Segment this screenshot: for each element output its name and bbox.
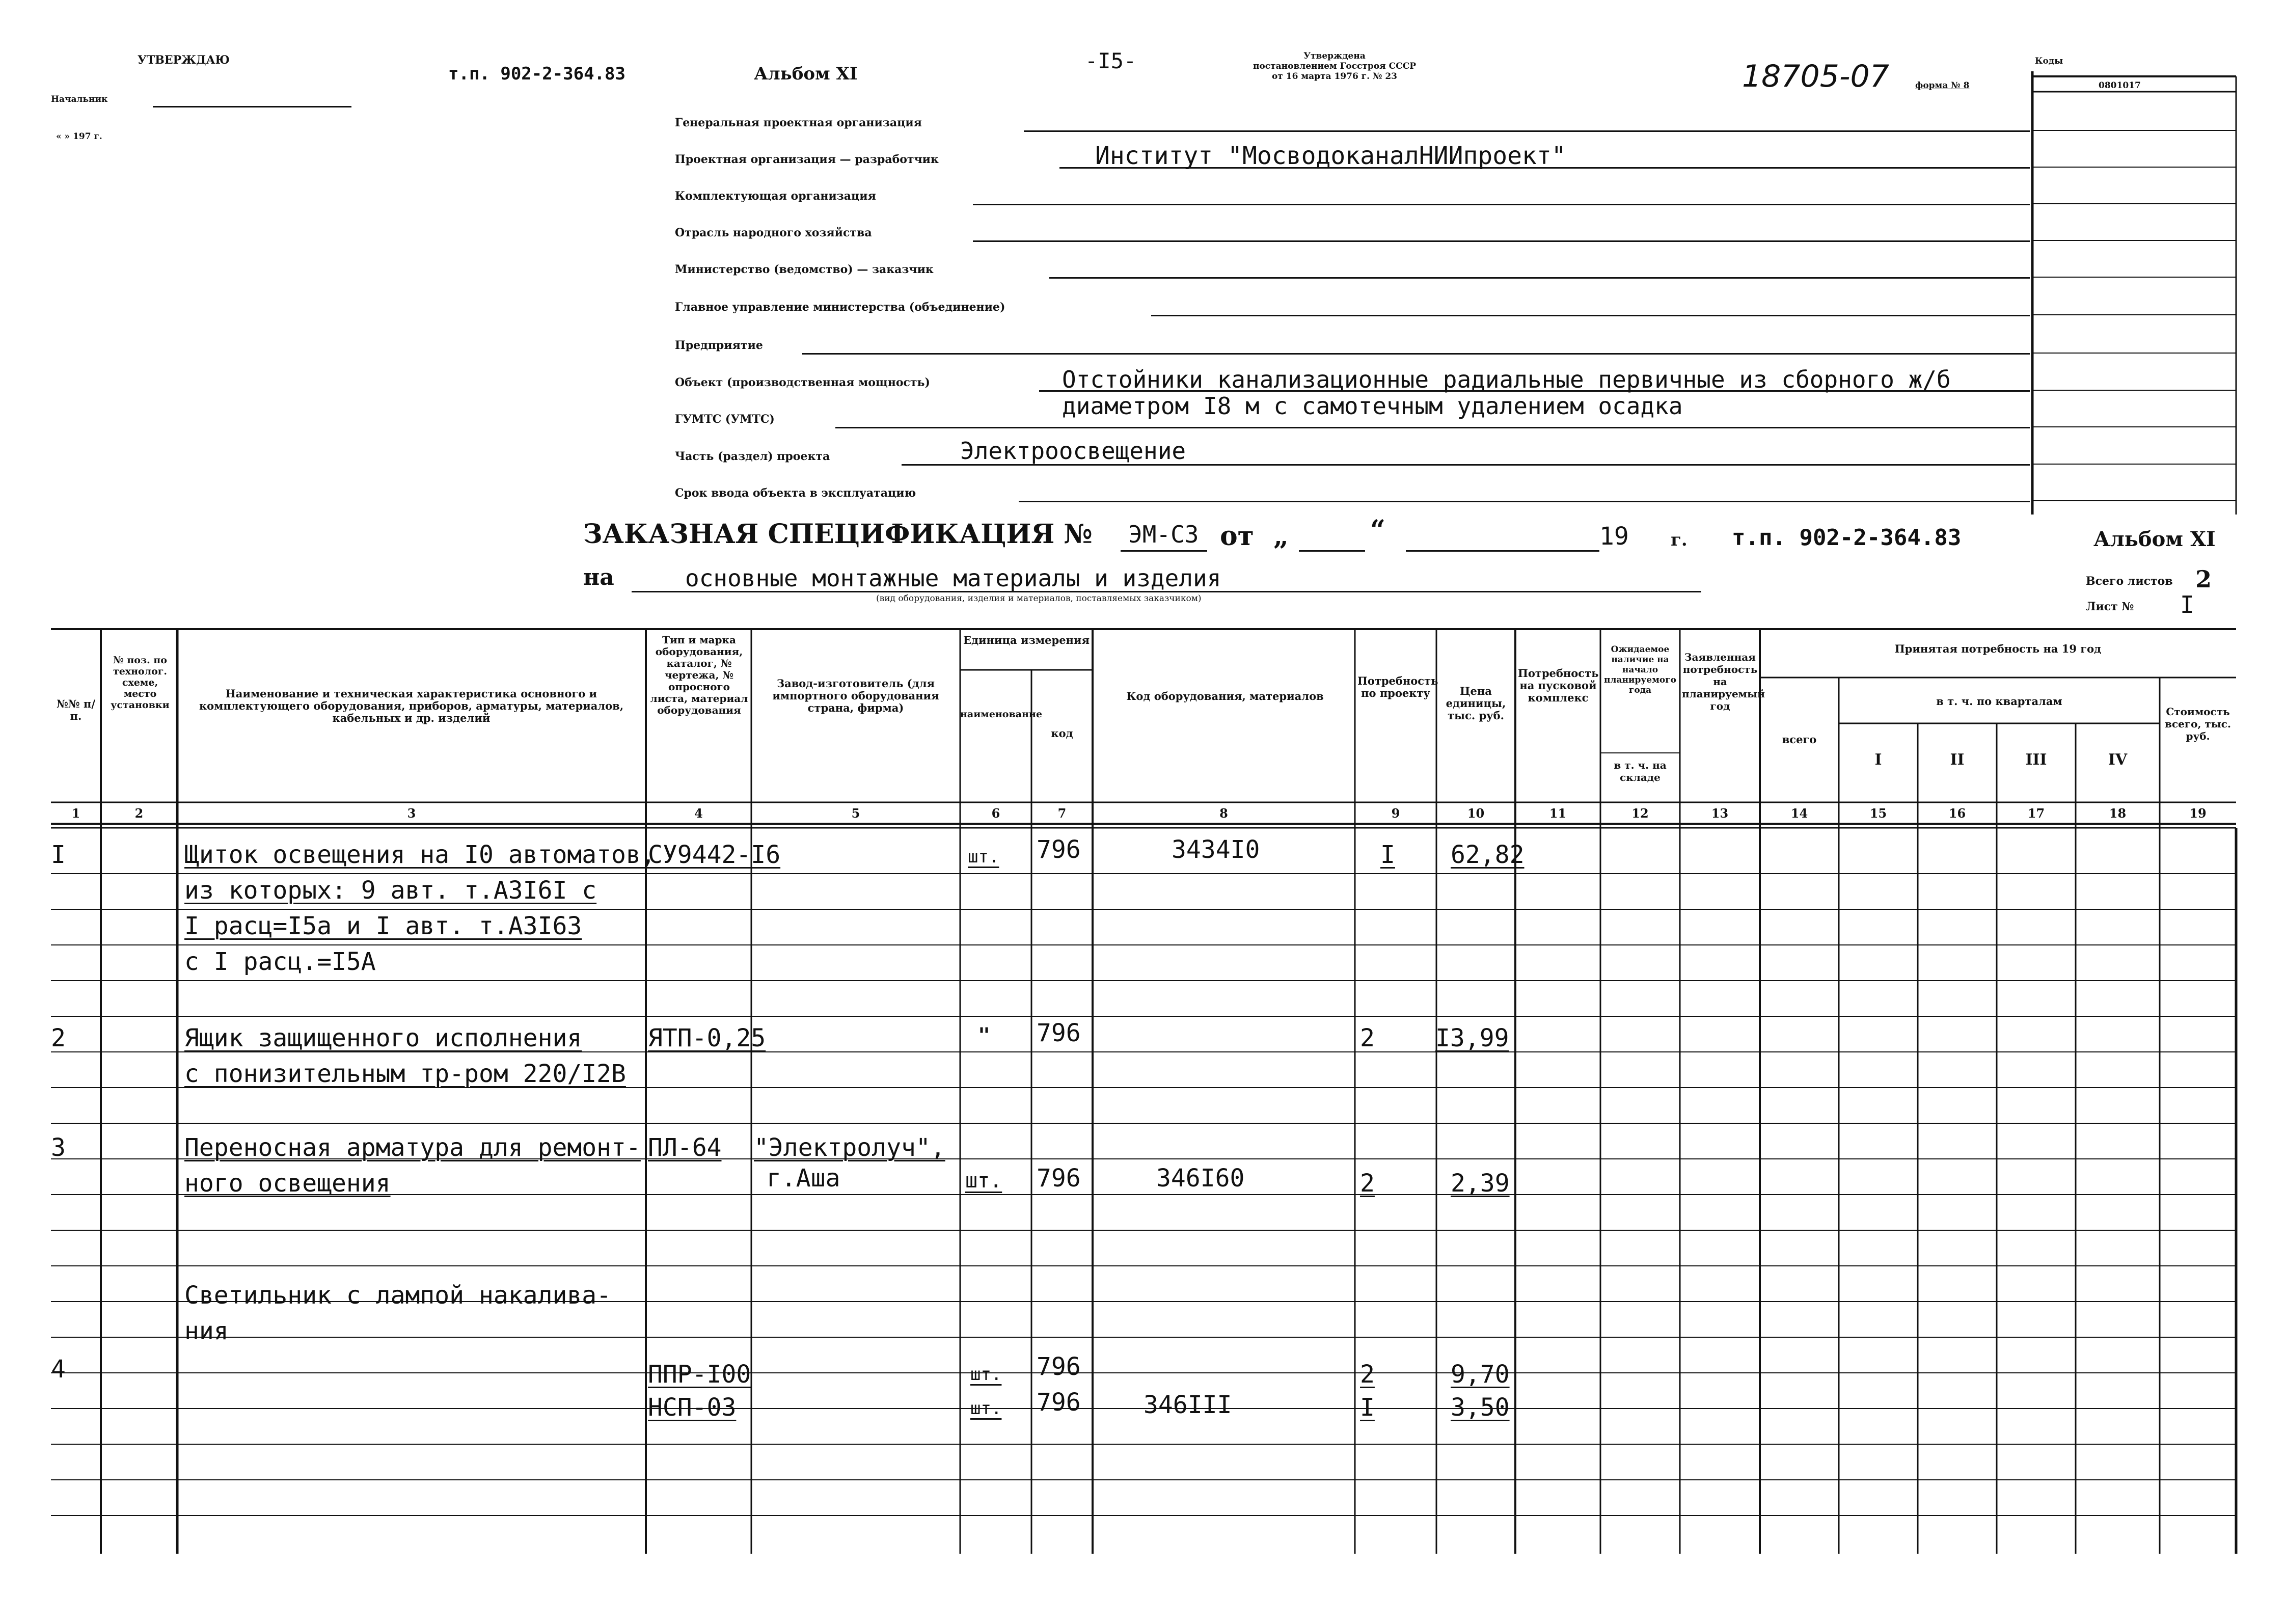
row-num: 3: [51, 1133, 66, 1162]
row-name-line: ного освещения: [184, 1169, 391, 1198]
row-item-code: 346I60: [1156, 1164, 1245, 1193]
album-label: Альбом XI: [754, 64, 858, 84]
spec-title: ЗАКАЗНАЯ СПЕЦИФИКАЦИЯ №: [583, 519, 1093, 550]
total-sheets-label: Всего листов: [2086, 575, 2173, 588]
row-qty: 2: [1360, 1169, 1375, 1198]
codes-label: Коды: [2035, 56, 2063, 66]
field-ministry: Министерство (ведомство) — заказчик: [675, 263, 934, 276]
field-part-value: Электроосвещение: [960, 437, 1186, 465]
row-qty: 2: [1360, 1360, 1375, 1389]
col-header-unit-name: наименование: [960, 709, 1043, 720]
row-unit: шт.: [970, 1364, 1002, 1385]
col-header-expected: Ожидаемое наличие на начало планируемого года: [1604, 644, 1676, 695]
row-unit: шт.: [968, 847, 999, 867]
code-value: 0801017: [2099, 80, 2141, 91]
row-price: 62,82: [1451, 841, 1525, 869]
row-price: 3,50: [1451, 1393, 1510, 1422]
row-name-line: Переносная арматура для ремонт-: [184, 1133, 641, 1162]
col-header-q3: III: [2025, 751, 2047, 769]
approval-title: УТВЕРЖДАЮ: [138, 53, 230, 67]
col-header-accepted-group: Принятая потребность на 19 год: [1894, 642, 2102, 655]
row-price: 2,39: [1451, 1169, 1510, 1198]
form-label: форма № 8: [1915, 80, 1970, 91]
col-header-unit-group: Единица измерения: [963, 634, 1090, 646]
row-maker: "Электролуч",: [754, 1133, 945, 1162]
col-header-item-code: Код оборудования, материалов: [1126, 690, 1324, 702]
field-enterprise: Предприятие: [675, 339, 763, 352]
row-name-line: ния: [184, 1317, 229, 1345]
row-unit-code: 796: [1037, 835, 1081, 864]
row-type: ЯТП-0,25: [648, 1024, 766, 1052]
row-name-line: Светильник с лампой накалива-: [184, 1281, 612, 1310]
field-project-org-value: Институт "МосводоканалНИИпроект": [1095, 142, 1566, 170]
spec-project-code: т.п. 902-2-364.83: [1732, 525, 1962, 551]
row-item-code: 346III: [1144, 1391, 1232, 1419]
col-header-q2: II: [1950, 751, 1965, 769]
col-header-quarter-group: в т. ч. по кварталам: [1936, 695, 2062, 708]
approval-date: « » 197 г.: [56, 131, 102, 142]
col-header-unit-code: код: [1051, 727, 1073, 740]
spec-album: Альбом XI: [2093, 527, 2216, 551]
row-unit-code: 796: [1037, 1164, 1081, 1193]
field-deadline: Срок ввода объекта в эксплуатацию: [675, 486, 916, 500]
field-part: Часть (раздел) проекта: [675, 450, 830, 463]
project-code: т.п. 902-2-364.83: [448, 64, 625, 84]
col-header-launch: Потребность на пусковой комплекс: [1518, 667, 1599, 704]
row-qty: I: [1380, 841, 1395, 869]
row-unit-code: 796: [1037, 1388, 1081, 1417]
doc-number: 18705-07: [1742, 59, 1889, 94]
row-unit: шт.: [965, 1169, 1002, 1193]
row-num: 4: [51, 1355, 66, 1384]
row-price: I3,99: [1435, 1024, 1509, 1052]
row-type: ППР-I00: [648, 1360, 751, 1389]
row-name-line: I расц=I5а и I авт. т.А3I63: [184, 912, 582, 940]
row-name-line: Ящик защищенного исполнения: [184, 1024, 582, 1052]
row-qty: 2: [1360, 1024, 1375, 1052]
spec-subject-note: (вид оборудования, изделия и материалов, поставляемых заказчиком): [876, 593, 1202, 604]
row-unit: шт.: [970, 1398, 1002, 1419]
chief-label: Начальник: [51, 94, 108, 104]
col-header-stock: в т. ч. на складе: [1614, 759, 1667, 783]
col-header-cost: Стоимость всего, тыс. руб.: [2165, 706, 2231, 742]
field-gumts-value: диаметром I8 м с самотечным удалением осадка: [1062, 392, 1683, 420]
spec-on-word: на: [583, 564, 614, 590]
row-unit: ": [978, 1024, 991, 1047]
spec-subject: основные монтажные материалы и изделия: [685, 564, 1221, 592]
col-header-name: Наименование и техническая характеристика основного и комплектующего оборудования, приборов, арматуры, материалов, кабельных и др. изделий: [199, 687, 624, 724]
col-header-q1: I: [1874, 751, 1882, 769]
sheet-label: Лист №: [2086, 600, 2134, 613]
row-price: 9,70: [1451, 1360, 1510, 1389]
total-sheets: 2: [2195, 565, 2212, 593]
field-object-value: Отстойники канализационные радиальные первичные из сборного ж/б: [1062, 366, 1951, 393]
col-header-price: Цена единицы, тыс. руб.: [1446, 685, 1506, 722]
field-general-org: Генеральная проектная организация: [675, 116, 922, 129]
row-type: ПЛ-64: [648, 1133, 722, 1162]
col-header-qty: Потребность по проекту: [1357, 674, 1438, 699]
sheet-number: I: [2180, 591, 2194, 618]
row-type: СУ9442-I6: [648, 841, 781, 869]
row-item-code: 3434I0: [1172, 835, 1260, 864]
spec-year: 19: [1599, 522, 1629, 551]
spec-from: от: [1220, 521, 1254, 552]
row-name-line: Щиток освещения на I0 автоматов,: [184, 841, 656, 869]
row-name-line: с I расц.=I5А: [184, 948, 376, 976]
col-header-maker: Завод-изготовитель (для импортного оборудования страна, фирма): [772, 677, 939, 714]
field-main-dept: Главное управление министерства (объединение): [675, 301, 1005, 314]
row-num: I: [51, 841, 66, 869]
field-gumts: ГУМТС (УМТС): [675, 413, 775, 426]
col-header-declared: Заявленная потребность на планируемый год: [1682, 651, 1765, 712]
row-unit-code: 796: [1037, 1019, 1081, 1047]
field-object: Объект (производственная мощность): [675, 376, 930, 389]
row-type: НСП-03: [648, 1393, 737, 1422]
row-num: 2: [51, 1024, 66, 1052]
approved-note: Утверждена постановлением Госстроя СССР от 16 марта 1976 г. № 23: [1253, 51, 1417, 82]
field-project-org: Проектная организация — разработчик: [675, 153, 939, 166]
row-name-line: с понизительным тр-ром 220/I2В: [184, 1060, 626, 1088]
col-header-type: Тип и марка оборудования, каталог, № чертежа, № опросного листа, материал оборудования: [650, 634, 748, 716]
field-industry: Отрасль народного хозяйства: [675, 226, 872, 239]
row-qty: I: [1360, 1393, 1375, 1422]
spec-number: ЭМ-С3: [1128, 521, 1199, 548]
col-header-pos: № поз. по технолог. схеме, место установки: [111, 655, 170, 711]
col-header-q4: IV: [2108, 751, 2128, 769]
row-name-line: из которых: 9 авт. т.А3I6I с: [184, 876, 597, 905]
page-number: -I5-: [1085, 48, 1137, 73]
field-complect-org: Комплектующая организация: [675, 190, 876, 203]
row-unit-code: 796: [1037, 1352, 1081, 1381]
col-header-total: всего: [1782, 733, 1817, 746]
row-maker: г.Аша: [767, 1164, 840, 1193]
col-header-num: №№ п/п.: [56, 697, 95, 722]
